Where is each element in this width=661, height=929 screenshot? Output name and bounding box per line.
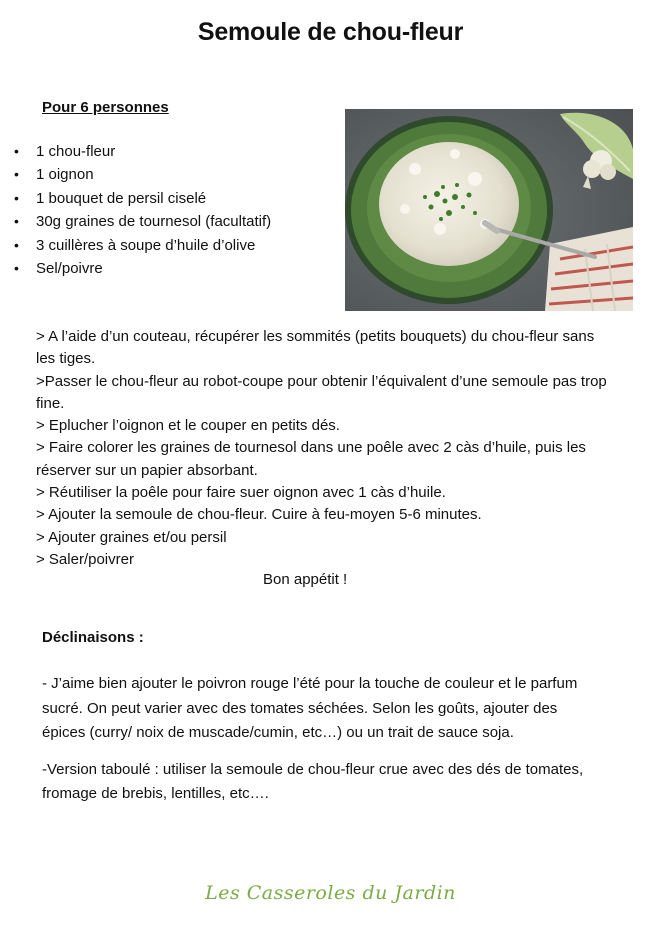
ingredient-text: Sel/poivre	[36, 260, 103, 278]
ingredient-text: 1 bouquet de persil ciselé	[36, 189, 207, 207]
variation-text: - J’aime bien ajouter le poivron rouge l’été pour la touche de couleur et le parfum sucré. On peut varier avec des tomates séchées. Selon les goûts, ajouter des épices (curry/ noix de muscade/cumin, etc…) ou un trait de sauce soja.	[42, 675, 578, 741]
variation-text: -Version taboulé : utiliser la semoule de chou-fleur crue avec des dés de tomates, fromage de brebis, lentilles, etc….	[42, 760, 584, 802]
ingredient-text: 1 oignon	[36, 166, 94, 184]
ingredient-list	[14, 140, 271, 280]
bullet-icon: •	[14, 166, 19, 183]
bullet-icon: •	[14, 213, 19, 230]
page-title: Semoule de chou-fleur	[197, 18, 464, 46]
step-text: >Passer le chou-fleur au robot-coupe pour obtenir l’équivalent d’une semoule pas trop fine.	[36, 372, 607, 412]
step-text: > Ajouter la semoule de chou-fleur. Cuire à feu-moyen 5-6 minutes.	[36, 506, 482, 524]
dish-photo	[345, 109, 633, 311]
dish-illustration	[345, 109, 633, 311]
step-text: > Réutiliser la poêle pour faire suer oignon avec 1 càs d’huile.	[36, 484, 446, 502]
step-text: > A l’aide d’un couteau, récupérer les sommités (petits bouquets) du chou-fleur sans les tiges.	[36, 328, 595, 368]
list-item	[14, 163, 271, 186]
ingredient-text: 1 chou-fleur	[36, 143, 116, 160]
servings-heading: Pour 6 personnes	[42, 99, 169, 116]
brand-signature: Les Casseroles du Jardin	[205, 882, 456, 904]
closing-text: Bon appétit !	[263, 571, 348, 588]
preparation-steps	[36, 326, 616, 571]
variations-heading: Déclinaisons :	[42, 629, 144, 646]
bullet-icon: •	[14, 143, 19, 159]
step-text: > Ajouter graines et/ou persil	[36, 528, 227, 546]
list-item	[14, 140, 271, 163]
variations-section	[42, 672, 602, 819]
bullet-icon: •	[14, 260, 19, 277]
ingredient-text: 30g graines de tournesol (facultatif)	[36, 213, 272, 231]
list-item	[14, 234, 271, 257]
step-text: > Faire colorer les graines de tournesol dans une poêle avec 2 càs d’huile, puis les réserver sur un papier absorbant.	[36, 439, 586, 479]
list-item	[14, 210, 271, 233]
list-item	[14, 257, 271, 280]
bullet-icon: •	[14, 236, 19, 253]
list-item	[14, 187, 271, 210]
step-text: > Eplucher l’oignon et le couper en petits dés.	[36, 417, 340, 435]
ingredient-text: 3 cuillères à soupe d’huile d’olive	[36, 236, 256, 254]
bullet-icon: •	[14, 189, 19, 206]
step-text: > Saler/poivrer	[36, 550, 134, 568]
